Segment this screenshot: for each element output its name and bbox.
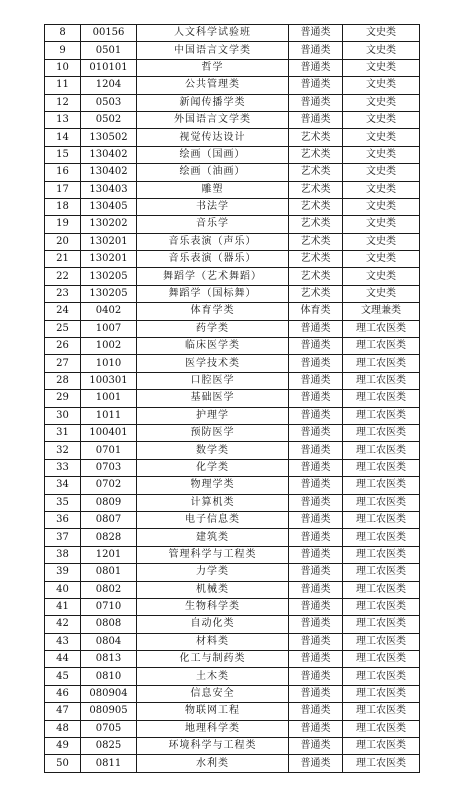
cell-major-name: 生物科学类 (137, 598, 289, 615)
cell-major-name: 数学类 (137, 442, 289, 459)
cell-number: 40 (45, 581, 81, 598)
cell-major-code: 0811 (81, 755, 137, 772)
cell-subject-category: 文史类 (343, 42, 420, 59)
cell-admission-type: 普通类 (289, 598, 343, 615)
cell-number: 17 (45, 181, 81, 198)
table-row (45, 494, 420, 511)
majors-table-body (45, 25, 420, 773)
cell-admission-type: 普通类 (289, 633, 343, 650)
table-row (45, 651, 420, 668)
cell-major-code: 130205 (81, 268, 137, 285)
cell-major-code: 1010 (81, 355, 137, 372)
cell-number: 26 (45, 338, 81, 355)
cell-subject-category: 文史类 (343, 181, 420, 198)
cell-number: 27 (45, 355, 81, 372)
cell-major-code: 0802 (81, 581, 137, 598)
cell-admission-type: 普通类 (289, 703, 343, 720)
cell-major-name: 化学类 (137, 459, 289, 476)
cell-major-code: 0705 (81, 720, 137, 737)
cell-admission-type: 普通类 (289, 42, 343, 59)
cell-major-name: 信息安全 (137, 685, 289, 702)
cell-subject-category: 文史类 (343, 77, 420, 94)
cell-major-code: 130403 (81, 181, 137, 198)
cell-subject-category: 理工农医类 (343, 338, 420, 355)
table-row (45, 77, 420, 94)
table-row (45, 598, 420, 615)
table-row (45, 268, 420, 285)
cell-number: 42 (45, 616, 81, 633)
cell-subject-category: 理工农医类 (343, 651, 420, 668)
cell-major-name: 公共管理类 (137, 77, 289, 94)
cell-major-code: 080904 (81, 685, 137, 702)
cell-major-name: 电子信息类 (137, 511, 289, 528)
cell-number: 14 (45, 129, 81, 146)
cell-subject-category: 理工农医类 (343, 320, 420, 337)
cell-number: 12 (45, 94, 81, 111)
cell-admission-type: 普通类 (289, 390, 343, 407)
cell-major-code: 0501 (81, 42, 137, 59)
cell-major-name: 预防医学 (137, 424, 289, 441)
cell-major-code: 0807 (81, 511, 137, 528)
cell-major-name: 物理学类 (137, 477, 289, 494)
cell-number: 47 (45, 703, 81, 720)
cell-major-code: 130205 (81, 285, 137, 302)
cell-admission-type: 普通类 (289, 494, 343, 511)
cell-number: 35 (45, 494, 81, 511)
cell-major-code: 0825 (81, 738, 137, 755)
cell-number: 29 (45, 390, 81, 407)
cell-number: 10 (45, 59, 81, 76)
cell-major-name: 建筑类 (137, 529, 289, 546)
cell-major-name: 计算机类 (137, 494, 289, 511)
cell-admission-type: 艺术类 (289, 164, 343, 181)
cell-major-name: 地理科学类 (137, 720, 289, 737)
cell-subject-category: 文史类 (343, 111, 420, 128)
table-row (45, 251, 420, 268)
cell-subject-category: 文史类 (343, 129, 420, 146)
cell-number: 45 (45, 668, 81, 685)
cell-admission-type: 艺术类 (289, 251, 343, 268)
cell-major-code: 0402 (81, 303, 137, 320)
cell-number: 25 (45, 320, 81, 337)
cell-major-code: 100401 (81, 424, 137, 441)
table-row (45, 198, 420, 215)
cell-major-code: 0808 (81, 616, 137, 633)
cell-major-name: 机械类 (137, 581, 289, 598)
table-row (45, 338, 420, 355)
cell-subject-category: 理工农医类 (343, 546, 420, 563)
cell-admission-type: 艺术类 (289, 198, 343, 215)
cell-major-name: 药学类 (137, 320, 289, 337)
table-row (45, 111, 420, 128)
table-row (45, 233, 420, 250)
table-row (45, 616, 420, 633)
cell-number: 22 (45, 268, 81, 285)
cell-subject-category: 理工农医类 (343, 598, 420, 615)
cell-admission-type: 普通类 (289, 685, 343, 702)
cell-major-name: 音乐表演（声乐） (137, 233, 289, 250)
cell-number: 32 (45, 442, 81, 459)
table-row (45, 181, 420, 198)
cell-number: 49 (45, 738, 81, 755)
cell-admission-type: 普通类 (289, 616, 343, 633)
cell-major-code: 0828 (81, 529, 137, 546)
cell-major-code: 0503 (81, 94, 137, 111)
cell-subject-category: 理工农医类 (343, 720, 420, 737)
cell-major-code: 0701 (81, 442, 137, 459)
cell-number: 28 (45, 372, 81, 389)
cell-admission-type: 普通类 (289, 407, 343, 424)
cell-admission-type: 普通类 (289, 355, 343, 372)
cell-major-name: 基础医学 (137, 390, 289, 407)
cell-major-name: 哲学 (137, 59, 289, 76)
cell-major-code: 100301 (81, 372, 137, 389)
table-row (45, 25, 420, 42)
cell-number: 8 (45, 25, 81, 42)
cell-subject-category: 理工农医类 (343, 564, 420, 581)
cell-subject-category: 理工农医类 (343, 511, 420, 528)
cell-major-name: 人文科学试验班 (137, 25, 289, 42)
cell-major-code: 010101 (81, 59, 137, 76)
cell-number: 31 (45, 424, 81, 441)
table-row (45, 164, 420, 181)
cell-admission-type: 艺术类 (289, 181, 343, 198)
table-row (45, 581, 420, 598)
table-row (45, 477, 420, 494)
table-row (45, 442, 420, 459)
cell-number: 30 (45, 407, 81, 424)
cell-major-code: 130402 (81, 146, 137, 163)
table-row (45, 685, 420, 702)
cell-admission-type: 普通类 (289, 320, 343, 337)
table-row (45, 129, 420, 146)
cell-subject-category: 理工农医类 (343, 633, 420, 650)
table-row (45, 320, 420, 337)
cell-major-name: 自动化类 (137, 616, 289, 633)
cell-subject-category: 理工农医类 (343, 372, 420, 389)
cell-major-code: 00156 (81, 25, 137, 42)
cell-subject-category: 理工农医类 (343, 424, 420, 441)
cell-subject-category: 文史类 (343, 94, 420, 111)
cell-number: 21 (45, 251, 81, 268)
cell-subject-category: 文史类 (343, 285, 420, 302)
cell-major-code: 0710 (81, 598, 137, 615)
cell-admission-type: 普通类 (289, 77, 343, 94)
cell-number: 39 (45, 564, 81, 581)
cell-number: 50 (45, 755, 81, 772)
cell-major-name: 临床医学类 (137, 338, 289, 355)
cell-major-code: 1002 (81, 338, 137, 355)
cell-subject-category: 文史类 (343, 216, 420, 233)
cell-major-code: 0703 (81, 459, 137, 476)
cell-subject-category: 文史类 (343, 198, 420, 215)
cell-number: 18 (45, 198, 81, 215)
cell-admission-type: 艺术类 (289, 146, 343, 163)
cell-major-code: 1201 (81, 546, 137, 563)
cell-admission-type: 普通类 (289, 111, 343, 128)
table-row (45, 94, 420, 111)
cell-major-name: 视觉传达设计 (137, 129, 289, 146)
cell-admission-type: 普通类 (289, 511, 343, 528)
cell-subject-category: 理工农医类 (343, 390, 420, 407)
table-row (45, 372, 420, 389)
cell-major-name: 绘画（油画） (137, 164, 289, 181)
cell-number: 11 (45, 77, 81, 94)
table-row (45, 42, 420, 59)
cell-major-name: 音乐表演（器乐） (137, 251, 289, 268)
cell-major-code: 130202 (81, 216, 137, 233)
cell-subject-category: 理工农医类 (343, 494, 420, 511)
cell-major-name: 雕塑 (137, 181, 289, 198)
cell-subject-category: 理工农医类 (343, 407, 420, 424)
cell-number: 23 (45, 285, 81, 302)
cell-subject-category: 理工农医类 (343, 581, 420, 598)
table-row (45, 564, 420, 581)
table-row (45, 511, 420, 528)
cell-number: 46 (45, 685, 81, 702)
cell-major-name: 新闻传播学类 (137, 94, 289, 111)
cell-number: 13 (45, 111, 81, 128)
cell-major-code: 080905 (81, 703, 137, 720)
cell-number: 33 (45, 459, 81, 476)
table-row (45, 285, 420, 302)
cell-number: 34 (45, 477, 81, 494)
cell-major-code: 130201 (81, 251, 137, 268)
cell-subject-category: 理工农医类 (343, 442, 420, 459)
cell-number: 48 (45, 720, 81, 737)
cell-major-code: 0702 (81, 477, 137, 494)
cell-major-name: 医学技术类 (137, 355, 289, 372)
table-row (45, 303, 420, 320)
table-row (45, 755, 420, 772)
cell-admission-type: 普通类 (289, 668, 343, 685)
cell-major-code: 130405 (81, 198, 137, 215)
cell-admission-type: 普通类 (289, 738, 343, 755)
cell-major-name: 舞蹈学（艺术舞蹈） (137, 268, 289, 285)
table-row (45, 146, 420, 163)
cell-major-name: 材料类 (137, 633, 289, 650)
cell-major-name: 体育学类 (137, 303, 289, 320)
cell-major-code: 0810 (81, 668, 137, 685)
cell-admission-type: 普通类 (289, 581, 343, 598)
cell-major-name: 力学类 (137, 564, 289, 581)
cell-major-name: 绘画（国画） (137, 146, 289, 163)
cell-admission-type: 普通类 (289, 477, 343, 494)
cell-admission-type: 普通类 (289, 94, 343, 111)
cell-admission-type: 艺术类 (289, 285, 343, 302)
cell-major-code: 1204 (81, 77, 137, 94)
table-row (45, 546, 420, 563)
cell-major-name: 水利类 (137, 755, 289, 772)
cell-admission-type: 普通类 (289, 564, 343, 581)
cell-admission-type: 普通类 (289, 720, 343, 737)
cell-subject-category: 理工农医类 (343, 355, 420, 372)
cell-major-code: 0813 (81, 651, 137, 668)
cell-major-name: 书法学 (137, 198, 289, 215)
cell-major-name: 外国语言文学类 (137, 111, 289, 128)
cell-admission-type: 普通类 (289, 59, 343, 76)
table-row (45, 703, 420, 720)
cell-major-name: 音乐学 (137, 216, 289, 233)
cell-major-name: 化工与制药类 (137, 651, 289, 668)
cell-subject-category: 文史类 (343, 251, 420, 268)
table-row (45, 59, 420, 76)
cell-admission-type: 艺术类 (289, 233, 343, 250)
cell-major-name: 舞蹈学（国标舞） (137, 285, 289, 302)
cell-subject-category: 理工农医类 (343, 459, 420, 476)
cell-number: 16 (45, 164, 81, 181)
majors-table (44, 24, 420, 773)
cell-number: 44 (45, 651, 81, 668)
cell-number: 24 (45, 303, 81, 320)
cell-subject-category: 文史类 (343, 233, 420, 250)
cell-admission-type: 体育类 (289, 303, 343, 320)
table-row (45, 459, 420, 476)
cell-admission-type: 普通类 (289, 372, 343, 389)
cell-major-name: 环境科学与工程类 (137, 738, 289, 755)
table-row (45, 633, 420, 650)
cell-subject-category: 理工农医类 (343, 477, 420, 494)
cell-subject-category: 理工农医类 (343, 738, 420, 755)
cell-major-code: 1007 (81, 320, 137, 337)
cell-major-code: 0804 (81, 633, 137, 650)
cell-subject-category: 理工农医类 (343, 685, 420, 702)
cell-major-name: 口腔医学 (137, 372, 289, 389)
cell-admission-type: 普通类 (289, 755, 343, 772)
cell-major-name: 土木类 (137, 668, 289, 685)
table-row (45, 216, 420, 233)
table-row (45, 390, 420, 407)
table-row (45, 720, 420, 737)
cell-major-name: 物联网工程 (137, 703, 289, 720)
cell-major-code: 0809 (81, 494, 137, 511)
cell-subject-category: 文史类 (343, 146, 420, 163)
cell-admission-type: 普通类 (289, 546, 343, 563)
cell-subject-category: 理工农医类 (343, 703, 420, 720)
cell-subject-category: 文史类 (343, 59, 420, 76)
cell-subject-category: 理工农医类 (343, 616, 420, 633)
cell-major-name: 中国语言文学类 (137, 42, 289, 59)
table-row (45, 668, 420, 685)
cell-major-code: 1001 (81, 390, 137, 407)
cell-major-code: 1011 (81, 407, 137, 424)
cell-number: 19 (45, 216, 81, 233)
table-row (45, 424, 420, 441)
cell-admission-type: 普通类 (289, 442, 343, 459)
cell-subject-category: 文理兼类 (343, 303, 420, 320)
cell-number: 37 (45, 529, 81, 546)
cell-major-code: 130502 (81, 129, 137, 146)
table-row (45, 355, 420, 372)
cell-major-code: 130201 (81, 233, 137, 250)
cell-admission-type: 艺术类 (289, 216, 343, 233)
table-row (45, 407, 420, 424)
cell-admission-type: 普通类 (289, 25, 343, 42)
cell-number: 9 (45, 42, 81, 59)
cell-subject-category: 文史类 (343, 25, 420, 42)
cell-number: 15 (45, 146, 81, 163)
cell-admission-type: 普通类 (289, 338, 343, 355)
cell-admission-type: 普通类 (289, 424, 343, 441)
cell-admission-type: 普通类 (289, 459, 343, 476)
cell-major-code: 0502 (81, 111, 137, 128)
cell-major-code: 130402 (81, 164, 137, 181)
cell-major-code: 0801 (81, 564, 137, 581)
cell-admission-type: 艺术类 (289, 129, 343, 146)
cell-subject-category: 文史类 (343, 164, 420, 181)
cell-subject-category: 理工农医类 (343, 668, 420, 685)
cell-admission-type: 普通类 (289, 651, 343, 668)
cell-number: 38 (45, 546, 81, 563)
table-row (45, 529, 420, 546)
cell-subject-category: 文史类 (343, 268, 420, 285)
cell-number: 36 (45, 511, 81, 528)
cell-number: 20 (45, 233, 81, 250)
cell-number: 41 (45, 598, 81, 615)
cell-admission-type: 艺术类 (289, 268, 343, 285)
table-row (45, 738, 420, 755)
cell-major-name: 护理学 (137, 407, 289, 424)
cell-subject-category: 理工农医类 (343, 755, 420, 772)
cell-admission-type: 普通类 (289, 529, 343, 546)
cell-major-name: 管理科学与工程类 (137, 546, 289, 563)
cell-subject-category: 理工农医类 (343, 529, 420, 546)
cell-number: 43 (45, 633, 81, 650)
